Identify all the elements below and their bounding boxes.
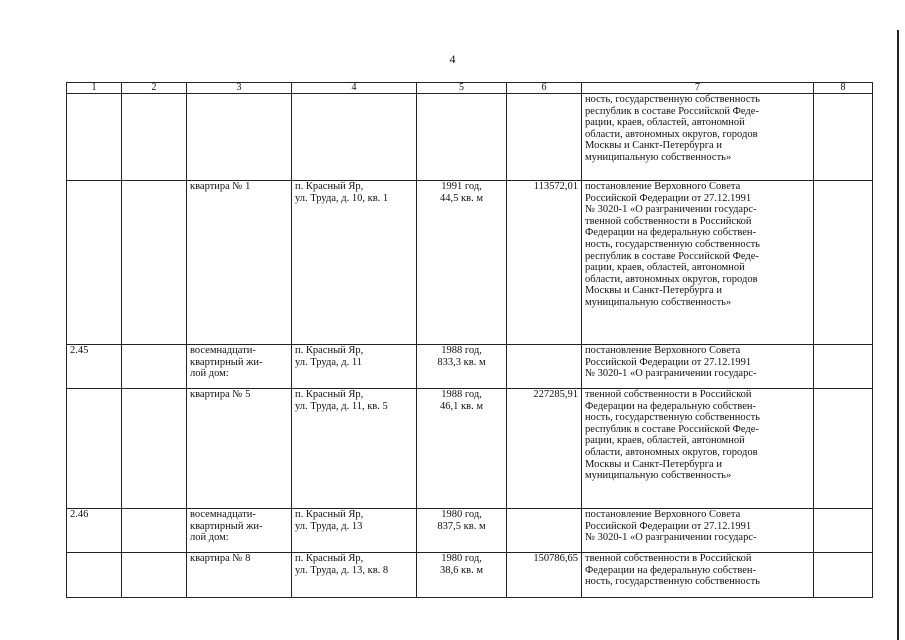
- basis-line: республик в составе Российской Феде-: [585, 423, 759, 435]
- area-line: 1980 год,: [441, 509, 482, 520]
- basis-line: Российской Федерации от 27.12.1991: [585, 192, 752, 204]
- cell-basis: [582, 94, 814, 181]
- table-row: [67, 94, 873, 181]
- cell-object: [187, 345, 292, 389]
- area-line: 1988 год,: [441, 345, 482, 356]
- cell-col8: [814, 509, 873, 553]
- basis-line: ность, государственную собственность: [585, 412, 760, 424]
- cell-cost: 113572,01: [507, 181, 582, 345]
- cell-col8: [814, 94, 873, 181]
- header-col-7: 7: [582, 83, 814, 94]
- cell-year-area: [417, 345, 507, 389]
- area-line: 837,5 кв. м: [437, 520, 486, 532]
- header-row: [67, 83, 873, 94]
- area-line: 38,6 кв. м: [440, 564, 483, 576]
- address-line: п. Красный Яр,: [295, 509, 364, 520]
- basis-line: муниципальную собственность»: [585, 151, 732, 163]
- address-line: ул. Труда, д. 11: [295, 356, 362, 368]
- header-col-1: 1: [67, 83, 122, 94]
- object-line: квартирный жи-: [190, 356, 263, 368]
- basis-line: Федерации на федеральную собствен-: [585, 564, 756, 576]
- area-line: 46,1 кв. м: [440, 400, 483, 412]
- basis-line: ность, государственную собственность: [585, 238, 760, 250]
- basis-line: постановление Верховного Совета: [585, 509, 741, 520]
- basis-line: № 3020-1 «О разграничении государс-: [585, 204, 757, 216]
- object-line: квартирный жи-: [190, 520, 263, 532]
- cell-number: [67, 389, 122, 509]
- page-edge-line: [897, 30, 899, 640]
- cell-col8: [814, 389, 873, 509]
- property-table: [66, 82, 873, 598]
- address-line: п. Красный Яр,: [295, 181, 364, 192]
- basis-line: № 3020-1 «О разграничении государс-: [585, 532, 757, 544]
- header-col-3: 3: [187, 83, 292, 94]
- cell-col8: [814, 553, 873, 598]
- basis-line: Москвы и Санкт-Петербурга и: [585, 285, 722, 297]
- basis-line: Российской Федерации от 27.12.1991: [585, 356, 752, 368]
- cell-number: [67, 94, 122, 181]
- cell-col2: [122, 389, 187, 509]
- cell-address: [292, 181, 417, 345]
- address-line: ул. Труда, д. 10, кв. 1: [295, 192, 389, 204]
- object-line: лой дом:: [190, 532, 229, 543]
- cell-col2: [122, 509, 187, 553]
- page-number: 4: [449, 52, 456, 66]
- cell-year-area: [417, 509, 507, 553]
- object-line: восемнадцати-: [190, 345, 256, 356]
- cell-basis: [582, 509, 814, 553]
- header-col-8: 8: [814, 83, 873, 94]
- cell-object: [187, 389, 292, 509]
- cell-address: [292, 94, 417, 181]
- area-line: 1980 год,: [441, 553, 482, 564]
- cell-col2: [122, 94, 187, 181]
- basis-line: Федерации на федеральную собствен-: [585, 227, 756, 239]
- cell-address: [292, 389, 417, 509]
- cell-cost: [507, 345, 582, 389]
- basis-line: рации, краев, областей, автономной: [585, 117, 745, 129]
- basis-line: постановление Верховного Совета: [585, 181, 741, 192]
- basis-line: ность, государственную собственность: [585, 94, 760, 105]
- basis-line: муниципальную собственность»: [585, 296, 732, 308]
- header-col-2: 2: [122, 83, 187, 94]
- header-col-5: 5: [417, 83, 507, 94]
- basis-line: № 3020-1 «О разграничении государс-: [585, 368, 757, 380]
- cell-address: [292, 553, 417, 598]
- table-row: [67, 553, 873, 598]
- cell-address: [292, 345, 417, 389]
- cell-cost: 150786,65: [507, 553, 582, 598]
- address-line: ул. Труда, д. 11, кв. 5: [295, 400, 388, 412]
- basis-line: Российской Федерации от 27.12.1991: [585, 520, 752, 532]
- address-line: п. Красный Яр,: [295, 389, 364, 400]
- basis-line: рации, краев, областей, автономной: [585, 435, 745, 447]
- cell-cost: 227285,91: [507, 389, 582, 509]
- address-line: ул. Труда, д. 13: [295, 520, 363, 532]
- cell-basis: [582, 389, 814, 509]
- table-row: [67, 509, 873, 553]
- cell-cost: [507, 94, 582, 181]
- basis-line: твенной собственности в Российской: [585, 215, 752, 227]
- cell-col8: [814, 181, 873, 345]
- cell-number: [67, 181, 122, 345]
- area-line: 44,5 кв. м: [440, 192, 483, 204]
- table-row: [67, 389, 873, 509]
- cell-number: 2.46: [67, 509, 122, 553]
- area-line: 833,3 кв. м: [437, 356, 486, 368]
- basis-line: Москвы и Санкт-Петербурга и: [585, 458, 722, 470]
- area-line: 1991 год,: [441, 181, 482, 192]
- cell-col2: [122, 181, 187, 345]
- cell-object: [187, 553, 292, 598]
- cell-basis: [582, 345, 814, 389]
- table-row: [67, 181, 873, 345]
- address-line: п. Красный Яр,: [295, 345, 364, 356]
- basis-line: Москвы и Санкт-Петербурга и: [585, 140, 722, 152]
- basis-line: твенной собственности в Российской: [585, 553, 752, 564]
- object-line: лой дом:: [190, 368, 229, 379]
- basis-line: твенной собственности в Российской: [585, 389, 752, 400]
- basis-line: республик в составе Российской Феде-: [585, 105, 759, 117]
- cell-number: [67, 553, 122, 598]
- cell-basis: [582, 553, 814, 598]
- cell-year-area: [417, 181, 507, 345]
- cell-address: [292, 509, 417, 553]
- object-line: квартира № 8: [190, 553, 251, 564]
- header-col-6: 6: [507, 83, 582, 94]
- cell-year-area: [417, 553, 507, 598]
- basis-line: области, автономных округов, городов: [585, 128, 758, 140]
- basis-line: Федерации на федеральную собствен-: [585, 400, 756, 412]
- cell-year-area: [417, 94, 507, 181]
- cell-col2: [122, 553, 187, 598]
- cell-col2: [122, 345, 187, 389]
- address-line: п. Красный Яр,: [295, 553, 364, 564]
- cell-year-area: [417, 389, 507, 509]
- basis-line: области, автономных округов, городов: [585, 273, 758, 285]
- object-line: квартира № 5: [190, 389, 251, 400]
- cell-cost: [507, 509, 582, 553]
- area-line: 1988 год,: [441, 389, 482, 400]
- cell-basis: [582, 181, 814, 345]
- object-line: квартира № 1: [190, 181, 251, 192]
- basis-line: области, автономных округов, городов: [585, 446, 758, 458]
- basis-line: постановление Верховного Совета: [585, 345, 741, 356]
- header-col-4: 4: [292, 83, 417, 94]
- cell-object: [187, 509, 292, 553]
- cell-object: [187, 181, 292, 345]
- cell-object: [187, 94, 292, 181]
- basis-line: республик в составе Российской Феде-: [585, 250, 759, 262]
- cell-number: 2.45: [67, 345, 122, 389]
- address-line: ул. Труда, д. 13, кв. 8: [295, 564, 389, 576]
- table-row: [67, 345, 873, 389]
- cell-col8: [814, 345, 873, 389]
- basis-line: рации, краев, областей, автономной: [585, 262, 745, 274]
- basis-line: муниципальную собственность»: [585, 470, 732, 482]
- basis-line: ность, государственную собственность: [585, 576, 760, 588]
- object-line: восемнадцати-: [190, 509, 256, 520]
